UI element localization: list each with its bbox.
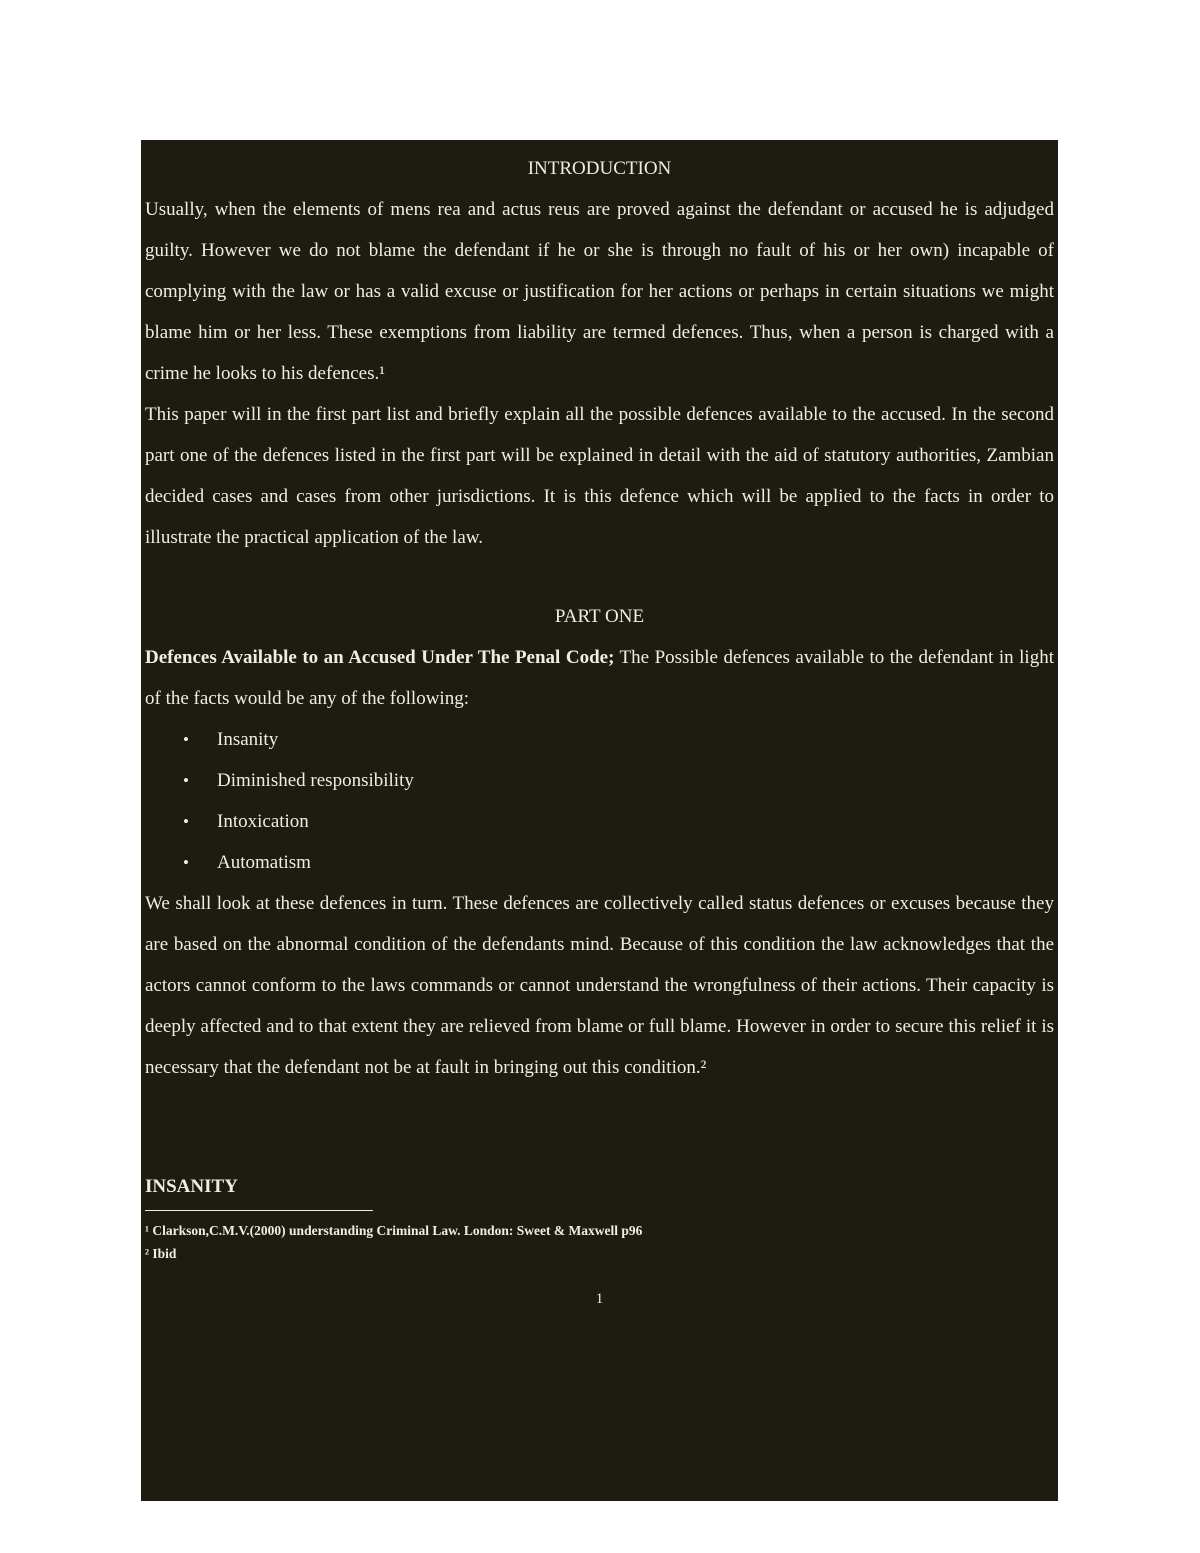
part-one-paragraph: We shall look at these defences in turn. These defences are collectively called status defences or excuses because they are based on the abnormal condition of the defendants mind. Because of this condition the law acknowledges that the actors cannot conform to the laws commands or cannot understand the wrongfulness of their actions. Their capacity is deeply affected and to that extent they are relieved from blame or full blame. However in order to secure this relief it is necessary that the defendant not be at fault in bringing out this condition.²: [145, 893, 1054, 1078]
bullet-icon: •: [183, 771, 189, 790]
page-number: 1: [595, 1291, 604, 1307]
defence-item-label: Intoxication: [217, 811, 309, 832]
list-item: [145, 801, 1054, 842]
footnote-1: ¹ Clarkson,C.M.V.(2000) understanding Criminal Law. London: Sweet & Maxwell p96: [145, 1223, 643, 1238]
list-item: [145, 760, 1054, 801]
bullet-icon: •: [183, 812, 189, 831]
defence-list: [145, 719, 1054, 883]
intro-paragraph-2: This paper will in the first part list and briefly explain all the possible defences available to the accused. In the second part one of the defences listed in the first part will be explained in detail with the aid of statutory authorities, Zambian decided cases and cases from other jurisdictions. It is this defence which will be applied to the facts in order to illustrate the practical application of the law.: [145, 404, 1054, 548]
part-one-title: PART ONE: [554, 606, 645, 627]
bullet-icon: •: [183, 730, 189, 749]
footnote-2: ² Ibid: [145, 1246, 177, 1261]
bullet-icon: •: [183, 853, 189, 872]
defence-item-label: Automatism: [217, 852, 311, 873]
list-item: [145, 842, 1054, 883]
list-item: [145, 719, 1054, 760]
part-one-lead-paragraph: [145, 637, 1054, 719]
part-one-lead-bold: Defences Available to an Accused Under The Penal Code;: [145, 647, 615, 668]
defence-item-label: Insanity: [217, 729, 279, 750]
insanity-heading: INSANITY: [145, 1176, 238, 1197]
intro-title: INTRODUCTION: [527, 158, 672, 179]
footnote-separator: [145, 1210, 373, 1211]
document-page: [141, 140, 1058, 1501]
part-one-lead-rest: The Possible defences available to the defendant in light of the facts would be any of the following:: [145, 647, 1054, 709]
defence-item-label: Diminished responsibility: [217, 770, 414, 791]
intro-paragraph-1: Usually, when the elements of mens rea and actus reus are proved against the defendant or accused he is adjudged guilty. However we do not blame the defendant if he or she is through no fault of his or her own) incapable of complying with the law or has a valid excuse or justification for her actions or perhaps in certain situations we might blame him or her less. These exemptions from liability are termed defences. Thus, when a person is charged with a crime he looks to his defences.¹: [145, 199, 1054, 384]
